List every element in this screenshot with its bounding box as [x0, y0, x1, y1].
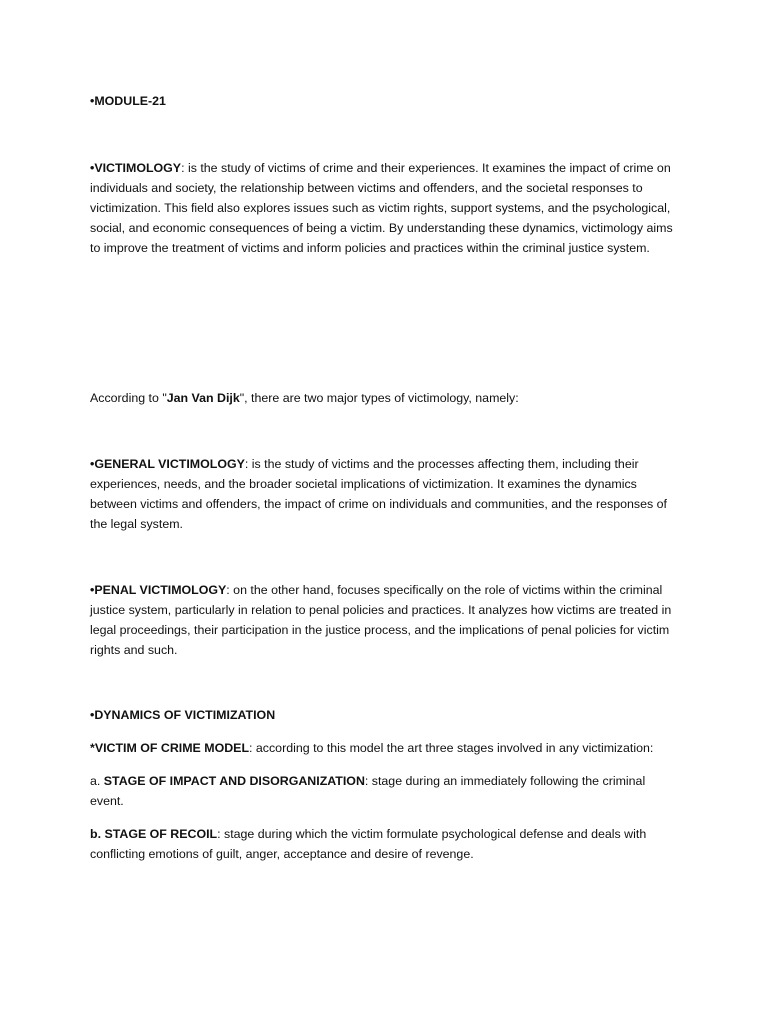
stage-a-term: STAGE OF IMPACT AND DISORGANIZATION — [103, 774, 365, 788]
module-heading-text: •MODULE-21 — [90, 94, 166, 108]
dynamics-heading-text: •DYNAMICS OF VICTIMIZATION — [90, 708, 276, 722]
types-intro-name: Jan Van Dijk — [166, 391, 240, 405]
stage-b-definition: : stage during which the victim formulate psychological defense and deals with conflicting emotions of guilt, anger, acceptance and desire of revenge. — [90, 827, 647, 861]
types-intro-paragraph — [90, 389, 682, 409]
crime-model-term: *VICTIM OF CRIME MODEL — [90, 741, 250, 755]
crime-model-paragraph — [90, 739, 682, 759]
types-intro-prefix: According to " — [90, 391, 167, 405]
stage-a-paragraph — [90, 772, 682, 812]
types-intro-suffix: ", there are two major types of victimology, namely: — [239, 391, 519, 405]
penal-victimology-paragraph — [90, 581, 682, 661]
stage-a-definition: : stage during an immediately following the criminal event. — [90, 774, 646, 808]
general-victimology-definition: : is the study of victims and the processes affecting them, including their experiences, needs, and the broader societal implications of victimization. It examines the dynamics between victims and offenders, the impact of crime on individuals and communities, and the responses of the legal system. — [90, 457, 667, 531]
general-victimology-paragraph — [90, 455, 682, 535]
victimology-paragraph — [90, 159, 682, 259]
crime-model-definition: : according to this model the art three stages involved in any victimization: — [249, 741, 654, 755]
stage-a-prefix: a. — [90, 774, 104, 788]
victimology-definition: : is the study of victims of crime and their experiences. It examines the impact of crime on individuals and society, the relationship between victims and offenders, and the societal responses to victimization. This field also explores issues such as victim rights, support systems, and the psychological, social, and economic consequences of being a victim. By understanding these dynamics, victimology aims to improve the treatment of victims and inform policies and practices within the criminal justice system. — [90, 161, 673, 255]
dynamics-heading — [90, 706, 682, 726]
stage-b-term: b. STAGE OF RECOIL — [90, 827, 218, 841]
victimology-term: •VICTIMOLOGY — [90, 161, 182, 175]
stage-b-paragraph — [90, 825, 682, 865]
penal-victimology-definition: : on the other hand, focuses specifically on the role of victims within the criminal justice system, particularly in relation to penal policies and practices. It analyzes how victims are treated in legal proceedings, their participation in the justice process, and the implications of penal policies for victim rights and such. — [90, 583, 672, 657]
module-heading — [90, 92, 682, 112]
general-victimology-term: •GENERAL VICTIMOLOGY — [90, 457, 245, 471]
penal-victimology-term: •PENAL VICTIMOLOGY — [90, 583, 227, 597]
